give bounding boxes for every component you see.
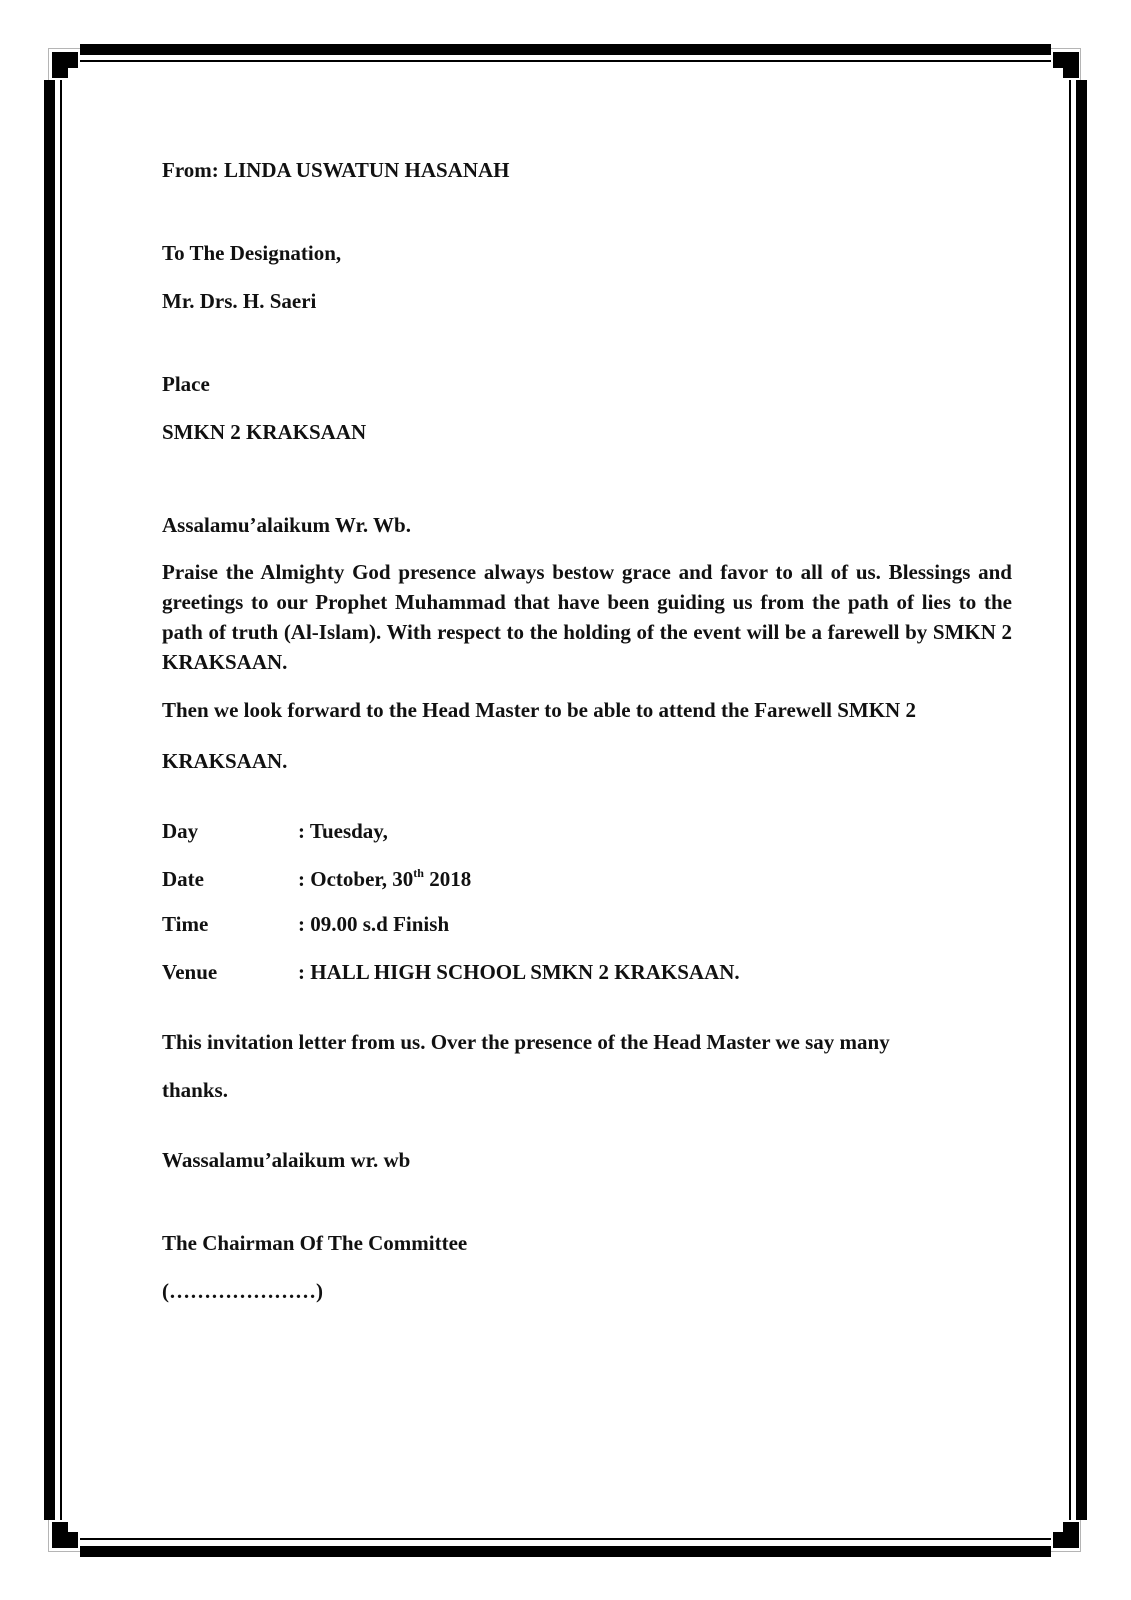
- place-label: Place: [162, 372, 210, 396]
- page-border-bottom: [80, 1546, 1051, 1557]
- page-border-left: [44, 80, 55, 1520]
- page-border-outer: [48, 48, 1081, 1552]
- date-value: : October, 30: [298, 867, 414, 891]
- date-ordinal-suffix: th: [413, 866, 424, 880]
- page-border-inner-left: [60, 80, 62, 1520]
- date-label: Date: [162, 867, 204, 891]
- request-line-1: Then we look forward to the Head Master to be able to attend the Farewell SMKN 2: [162, 698, 916, 722]
- page-border-top: [80, 44, 1051, 55]
- border-corner-bottom-left: [52, 1522, 78, 1548]
- signatory-title: The Chairman Of The Committee: [162, 1231, 468, 1255]
- date-year: 2018: [423, 867, 472, 891]
- time-value: : 09.00 s.d Finish: [298, 912, 450, 936]
- detail-day: [162, 818, 388, 844]
- sender-line: From: LINDA USWATUN HASANAH: [162, 158, 510, 182]
- signature-blank: (…………………): [162, 1279, 323, 1303]
- to-designation: To The Designation,: [162, 241, 342, 265]
- recipient-name: Mr. Drs. H. Saeri: [162, 289, 317, 313]
- detail-venue: [162, 959, 740, 985]
- page-border-inner-right: [1069, 80, 1071, 1520]
- body-paragraph: Praise the Almighty God presence always bestow grace and favor to all of us. Blessings and greetings to our Prophet Muhammad that have been guiding us from the path of lies to the path of truth (Al-Islam). With respect to the holding of the event will be a farewell by SMKN 2 KRAKSAAN.: [162, 560, 1012, 674]
- closing-line-1: This invitation letter from us. Over the presence of the Head Master we say many: [162, 1030, 890, 1054]
- page-border-right: [1076, 80, 1087, 1520]
- closing-line-2: thanks.: [162, 1078, 228, 1102]
- request-line-2: KRAKSAAN.: [162, 749, 288, 773]
- venue-label: Venue: [162, 960, 218, 984]
- border-corner-top-right: [1053, 52, 1079, 78]
- detail-time: [162, 911, 449, 937]
- day-value: : Tuesday,: [298, 819, 388, 843]
- place-name: SMKN 2 KRAKSAAN: [162, 420, 367, 444]
- opening-greeting: Assalamu’alaikum Wr. Wb.: [162, 513, 411, 537]
- page-border-inner-top: [80, 60, 1051, 62]
- border-corner-top-left: [52, 52, 78, 78]
- day-label: Day: [162, 819, 199, 843]
- venue-value: : HALL HIGH SCHOOL SMKN 2 KRAKSAAN.: [298, 960, 740, 984]
- time-label: Time: [162, 912, 209, 936]
- detail-date: [162, 866, 471, 892]
- page-border-inner-bottom: [80, 1538, 1051, 1540]
- farewell-greeting: Wassalamu’alaikum wr. wb: [162, 1148, 411, 1172]
- border-corner-bottom-right: [1053, 1522, 1079, 1548]
